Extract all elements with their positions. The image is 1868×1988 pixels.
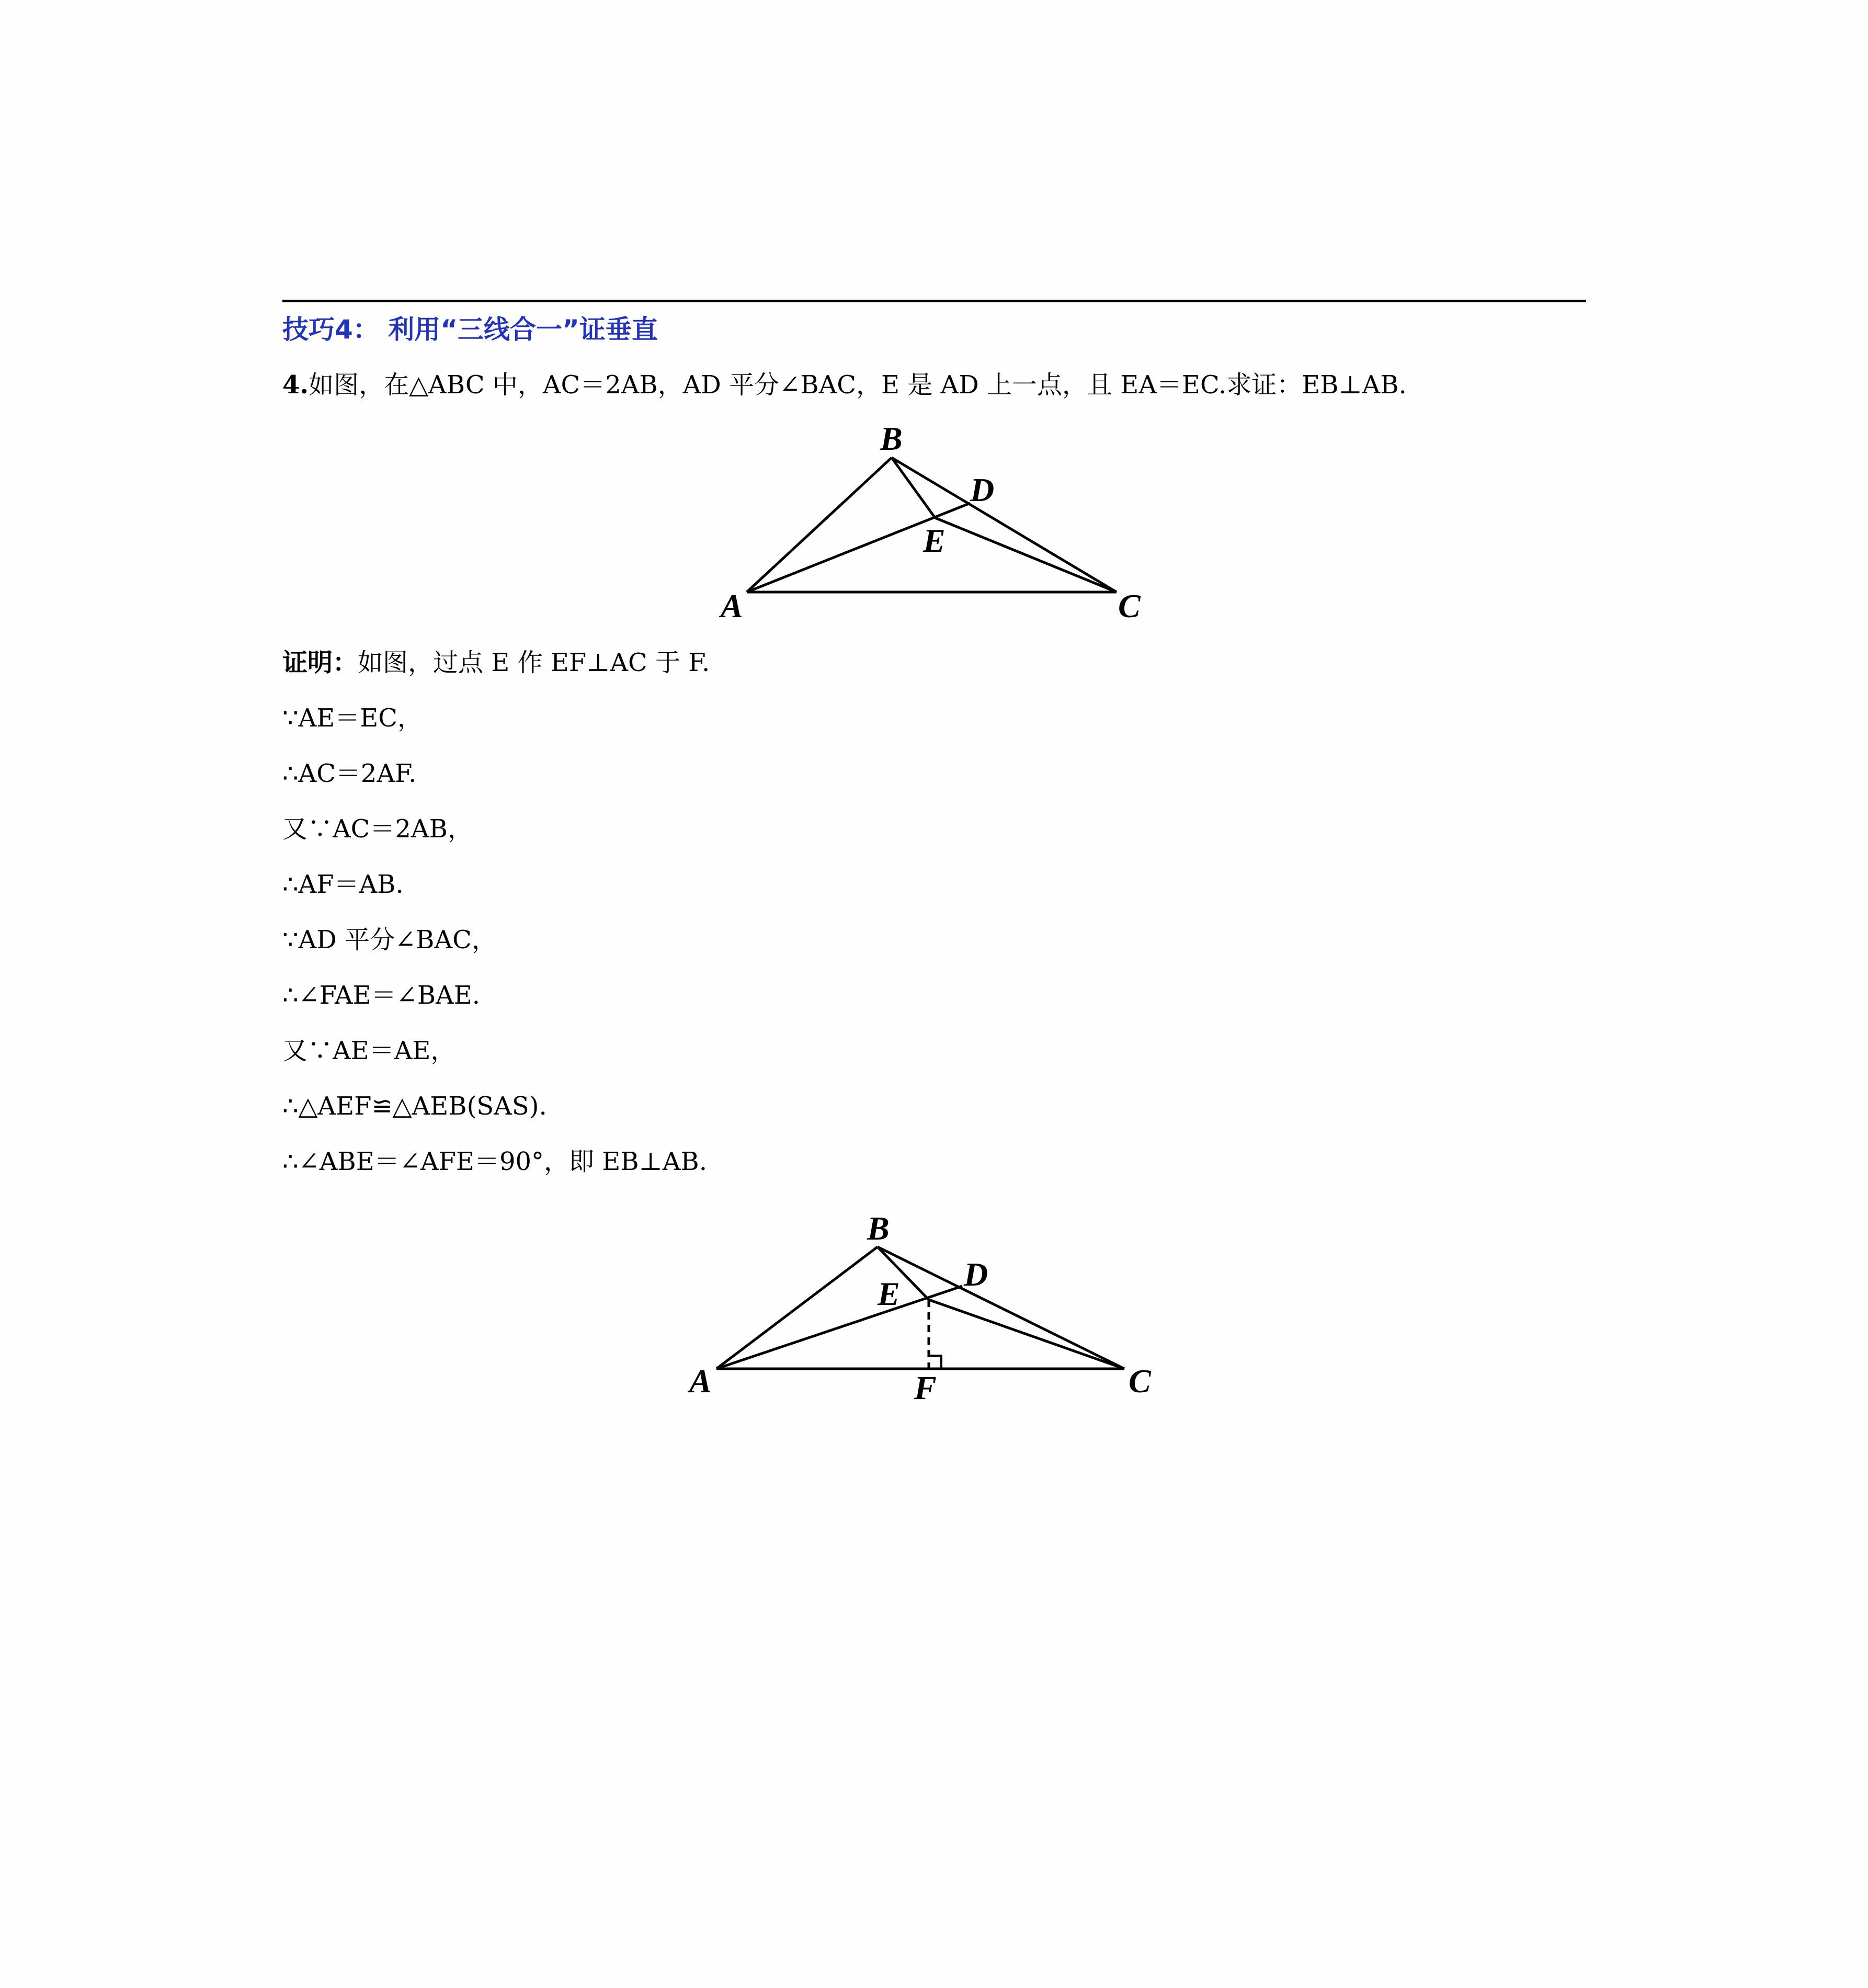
label-a: A xyxy=(689,1362,712,1400)
right-angle-mark xyxy=(929,1356,941,1369)
label-e: E xyxy=(923,522,946,559)
label-b: B xyxy=(867,1210,890,1247)
segment-ec xyxy=(929,1300,1124,1369)
label-d: D xyxy=(970,471,995,508)
proof-step: ∴AC＝2AF. xyxy=(282,759,417,788)
segment-ad xyxy=(716,1286,962,1369)
proof-step: ∴∠ABE＝∠AFE＝90°，即 EB⊥AB. xyxy=(282,1147,707,1176)
label-c: C xyxy=(1129,1362,1151,1400)
proof-step: 又∵AE＝AE， xyxy=(282,1036,456,1065)
segment-bc xyxy=(878,1247,1124,1369)
section-heading: 技巧4： 利用“三线合一”证垂直 xyxy=(282,314,658,345)
proof-intro: 如图，过点 E 作 EF⊥AC 于 F. xyxy=(358,648,710,677)
label-f: F xyxy=(914,1369,937,1406)
problem-text: 如图，在△ABC 中，AC＝2AB，AD 平分∠BAC，E 是 AD 上一点，且 EA＝EC.求证：EB⊥AB. xyxy=(309,370,1407,400)
problem-number: 4. xyxy=(282,370,309,400)
proof-step: 又∵AC＝2AB， xyxy=(282,814,473,844)
label-b: B xyxy=(880,420,903,457)
proof-step: ∵AD 平分∠BAC， xyxy=(282,925,497,955)
proof-step: ∴AF＝AB. xyxy=(282,870,404,899)
proof-step: ∵AE＝EC， xyxy=(282,703,423,733)
segment-ab xyxy=(716,1247,878,1369)
label-e: E xyxy=(878,1275,900,1312)
label-a: A xyxy=(721,587,743,624)
proof-step: ∴△AEF≌△AEB(SAS). xyxy=(282,1092,547,1121)
proof-step: ∴∠FAE＝∠BAE. xyxy=(282,981,481,1010)
proof-title: 证明： xyxy=(282,648,358,677)
label-c: C xyxy=(1118,587,1141,624)
label-d: D xyxy=(964,1256,988,1293)
